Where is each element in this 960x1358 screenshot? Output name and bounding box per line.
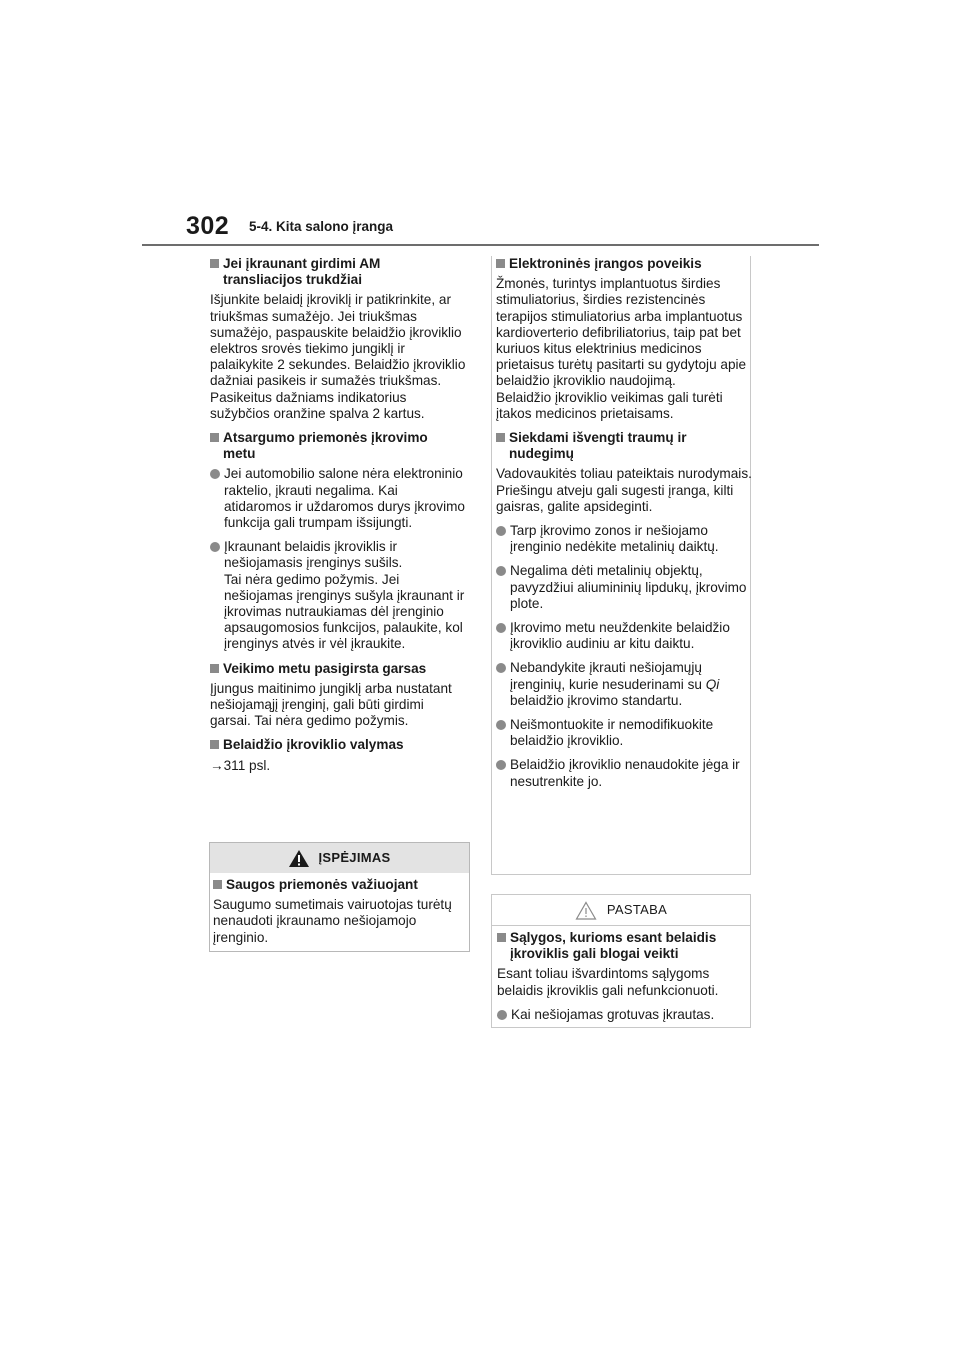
caution-outline-icon — [575, 901, 597, 920]
list-item: Neišmontuokite ir nemodifikuokite belaidžio įkroviklio. — [496, 717, 754, 749]
square-bullet-icon — [496, 259, 505, 268]
square-bullet-icon — [213, 880, 222, 889]
list-item: Belaidžio įkroviklio nenaudokite jėga ir nesutrenkite jo. — [496, 757, 754, 789]
round-bullet-icon — [210, 469, 220, 479]
warning-text: Saugumo sumetimais vairuotojas turėtų nenaudoti įkraunamo nešiojamojo įrenginio. — [213, 897, 452, 945]
page-reference: →311 psl. — [210, 757, 271, 773]
round-bullet-icon — [496, 526, 506, 536]
charger-cleaning-heading: Belaidžio įkroviklio valymas — [210, 737, 468, 753]
round-bullet-icon — [497, 1010, 507, 1020]
section-title: 5-4. Kita salono įranga — [249, 219, 394, 234]
square-bullet-icon — [496, 433, 505, 442]
note-header: PASTABA — [492, 895, 750, 926]
list-item: Kai nešiojamas grotuvas įkrautas. — [497, 1007, 745, 1023]
list-item: Jei automobilio salone nėra elektroninio raktelio, įkrauti negalima. Kai atidaromos ir uždaromos durys įkrovimo funkcija gali trumpam išsijungti. — [210, 466, 468, 531]
warning-header: ĮSPĖJIMAS — [210, 843, 469, 873]
charging-precautions-heading: Atsargumo priemonės įkrovimo metu — [210, 430, 468, 462]
left-column — [210, 256, 468, 782]
operating-sound-heading: Veikimo metu pasigirsta garsas — [210, 661, 468, 677]
square-bullet-icon — [210, 664, 219, 673]
list-item: Negalima dėti metalinių objektų, pavyzdžiui aliumininių lipdukų, įkrovimo plote. — [496, 563, 754, 612]
round-bullet-icon — [210, 542, 220, 552]
warning-box — [209, 842, 470, 952]
square-bullet-icon — [497, 933, 506, 942]
round-bullet-icon — [496, 566, 506, 576]
square-bullet-icon — [210, 740, 219, 749]
operating-sound-text: Įjungus maitinimo jungiklį arba nustatant nešiojamąjį įrenginį, gali būti girdimi garsai. Tai nėra gedimo požymis. — [210, 680, 452, 729]
list-item: Įkraunant belaidis įkroviklis ir nešiojamasis įrenginys sušils. Tai nėra gedimo požymis. Jei nešiojamas įrenginys sušyla įkraunant ir įkrovimas nutraukiamas dėl įrenginio apsaugomosios funkcijos, palaukite, kol įrenginys atvės ir vėl įkraukite. — [210, 539, 468, 652]
warning-triangle-icon — [288, 849, 310, 868]
round-bullet-icon — [496, 760, 506, 770]
note-text: Esant toliau išvardintoms sąlygoms belaidis įkroviklis gali nefunkcionuoti. — [497, 966, 719, 998]
square-bullet-icon — [210, 433, 219, 442]
warning-subheading: Saugos priemonės važiuojant — [213, 877, 466, 893]
note-subheading: Sąlygos, kurioms esant belaidis įkroviklis gali blogai veikti — [497, 930, 745, 962]
note-box — [491, 894, 751, 1028]
am-interference-text: Išjunkite belaidį įkroviklį ir patikrinkite, ar triukšmas sumažėjo. Jei triukšmas sumažėjo, paspauskite belaidžio įkroviklio elektros srovės tiekimo jungiklį ir palaikykite 2 sekundes. Belaidžio įkroviklio dažniai pasikeis ir sumažės triukšmas. Pasikeitus dažniams indikatorius sužybčios oranžine spalva 2 kartus. — [210, 292, 466, 421]
right-column — [496, 256, 754, 798]
round-bullet-icon — [496, 663, 506, 673]
electronic-equipment-text: Žmonės, turintys implantuotus širdies stimuliatorius, širdies rezistencinės terapijos stimuliatorius arba implantuotus kardioverterio defibriliatorius, taip pat bet kuriuos kitus elektrinius medicinos prietaisus turėtų pasitarti su gydytoju apie belaidžio įkroviklio naudojimą. Belaidžio įkroviklio veikimas gali turėti įtakos medicinos prietaisams. — [496, 276, 747, 421]
header-divider — [142, 244, 819, 246]
list-item: Įkrovimo metu neuždenkite belaidžio įkroviklio audiniu ar kitu daiktu. — [496, 620, 754, 652]
page-number: 302 — [186, 212, 230, 240]
injury-prevention-text: Vadovaukitės toliau pateiktais nurodymais. Priešingu atveju gali sugesti įranga, kilti gaisras, galite apsideginti. — [496, 466, 752, 514]
arrow-right-icon: → — [210, 757, 224, 773]
injury-prevention-heading: Siekdami išvengti traumų ir nudegimų — [496, 430, 754, 462]
square-bullet-icon — [210, 259, 219, 268]
list-item: Tarp įkrovimo zonos ir nešiojamo įrenginio nedėkite metalinių daiktų. — [496, 523, 754, 555]
round-bullet-icon — [496, 623, 506, 633]
am-interference-heading: Jei įkraunant girdimi AM transliacijos trukdžiai — [210, 256, 468, 288]
round-bullet-icon — [496, 720, 506, 730]
electronic-equipment-heading: Elektroninės įrangos poveikis — [496, 256, 754, 272]
list-item: Nebandykite įkrauti nešiojamųjų įrenginių, kurie nesuderinami su Qi belaidžio įkrovimo standartu. — [496, 660, 754, 709]
